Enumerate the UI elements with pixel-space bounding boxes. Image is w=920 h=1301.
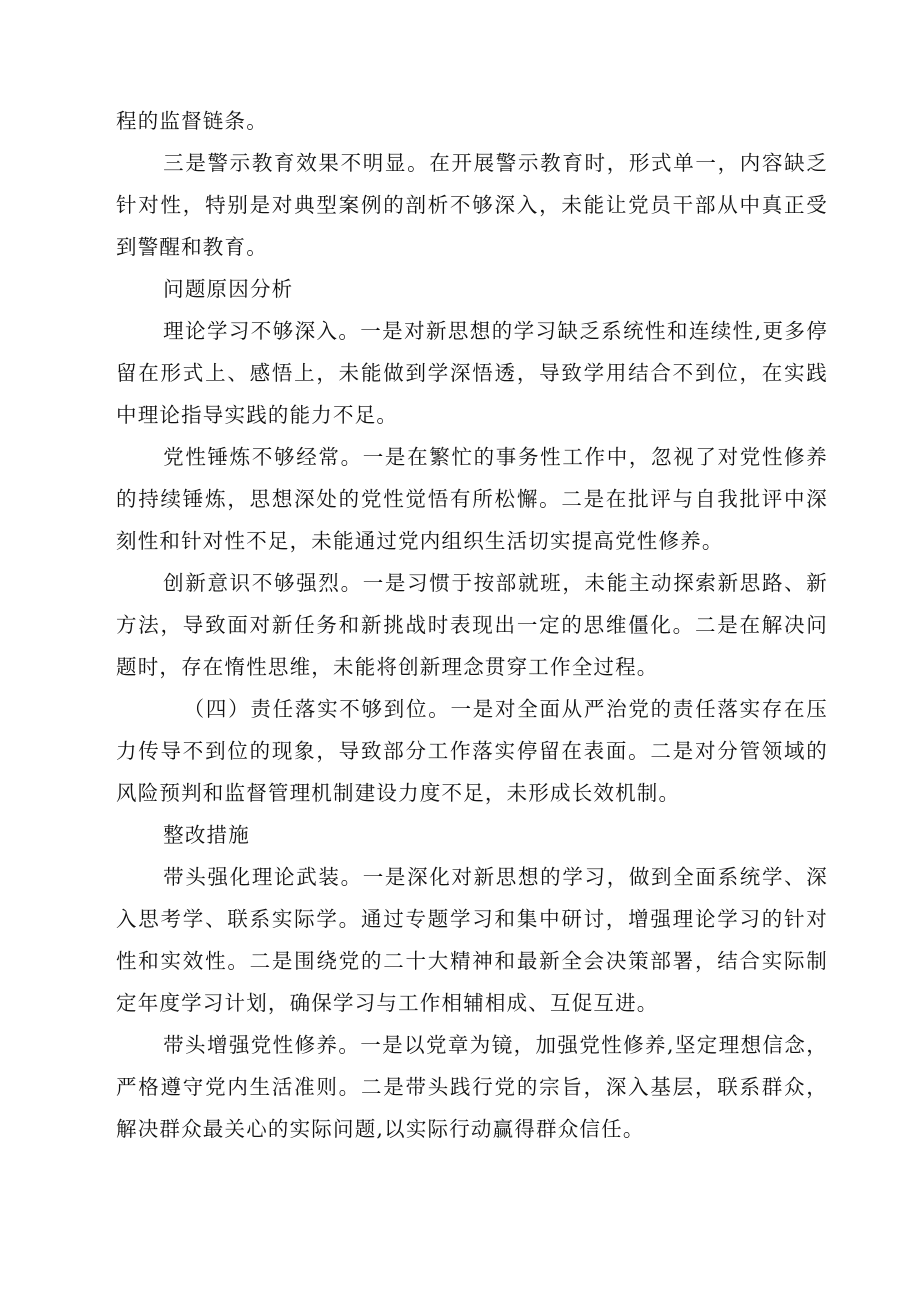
section-heading-cause-analysis: 问题原因分析	[163, 277, 294, 301]
paragraph-party-spirit: 党性锤炼不够经常。一是在繁忙的事务性工作中，忽视了对党性修养的持续锤炼，思想深处的党性觉悟有所松懈。二是在批评与自我批评中深刻性和针对性不足，未能通过党内组织生活切实提高党性修养。	[116, 445, 828, 553]
paragraph-continuation: 程的监督链条。	[116, 109, 268, 133]
paragraph-theory-study: 理论学习不够深入。一是对新思想的学习缺乏系统性和连续性,更多停留在形式上、感悟上，未能做到学深悟透，导致学用结合不到位，在实践中理论指导实践的能力不足。	[116, 319, 828, 427]
paragraph-innovation: 创新意识不够强烈。一是习惯于按部就班，未能主动探索新思路、新方法，导致面对新任务和新挑战时表现出一定的思维僵化。二是在解决问题时，存在惰性思维，未能将创新理念贯穿工作全过程。	[116, 571, 828, 679]
document-body	[116, 100, 828, 1150]
paragraph-theory-arming: 带头强化理论武装。一是深化对新思想的学习，做到全面系统学、深入思考学、联系实际学。通过专题学习和集中研讨，增强理论学习的针对性和实效性。二是围绕党的二十大精神和最新全会决策部署，结合实际制定年度学习计划，确保学习与工作相辅相成、互促互进。	[116, 865, 828, 1015]
section-heading-rectification: 整改措施	[163, 823, 250, 847]
paragraph-party-cultivation: 带头增强党性修养。一是以党章为镜，加强党性修养,坚定理想信念，严格遵守党内生活准则。二是带头践行党的宗旨，深入基层，联系群众，解决群众最关心的实际问题,以实际行动赢得群众信任。	[116, 1033, 828, 1141]
paragraph-warning-education: 三是警示教育效果不明显。在开展警示教育时，形式单一，内容缺乏针对性，特别是对典型案例的剖析不够深入，未能让党员干部从中真正受到警醒和教育。	[116, 151, 828, 259]
paragraph-responsibility: （四）责任落实不够到位。一是对全面从严治党的责任落实存在压力传导不到位的现象，导致部分工作落实停留在表面。二是对分管领域的风险预判和监督管理机制建设力度不足，未形成长效机制。	[116, 697, 828, 805]
